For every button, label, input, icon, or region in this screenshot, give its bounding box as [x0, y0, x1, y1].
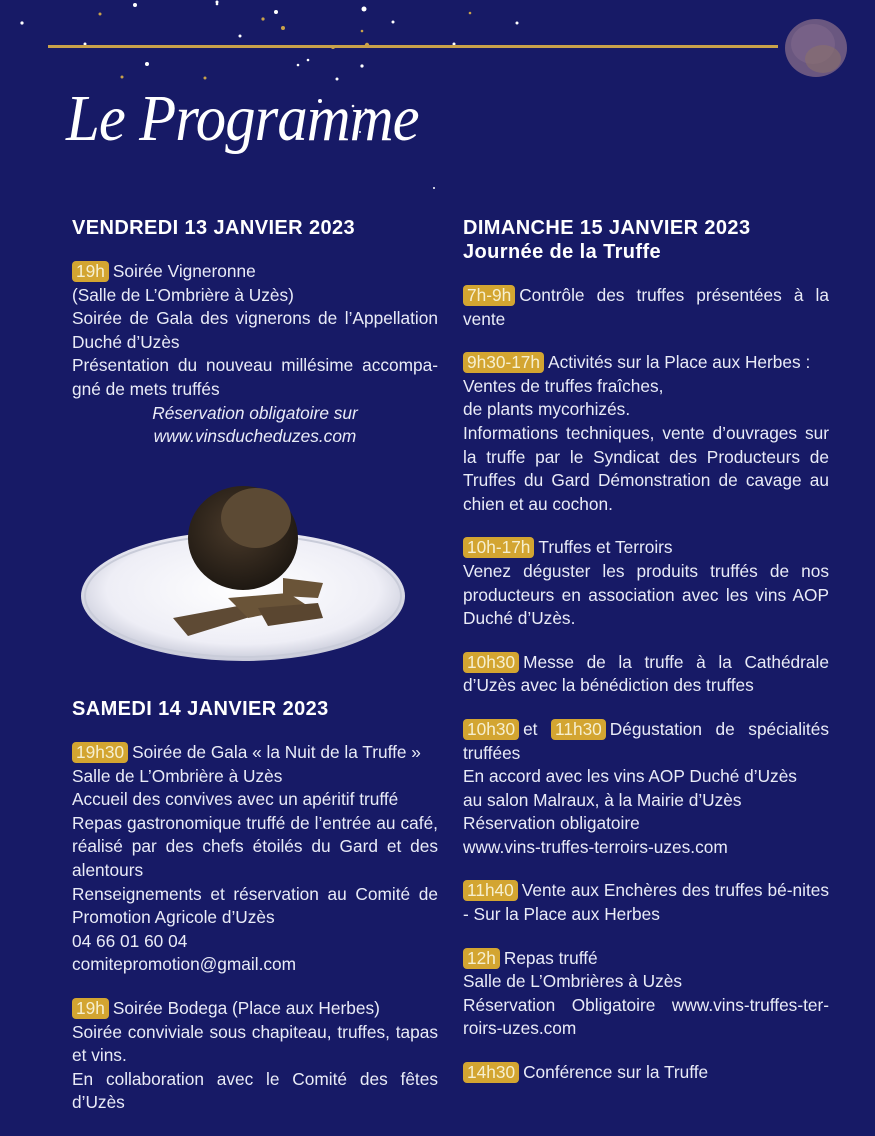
time-badge: 19h — [72, 998, 109, 1019]
event-line: Repas gastronomique truffé de l’entrée au café, réalisé par des chefs étoilés du Gard et des alentours — [72, 812, 438, 880]
event-line: Venez déguster les produits truffés de nos producteurs en association avec les vins AOP Duché d’Uzès. — [463, 560, 829, 629]
event-line: Réservation Obligatoire www.vins-truffes-ter-roirs-uzes.com — [463, 994, 829, 1039]
event-line: Soirée de Gala des vignerons de l’Appellation Duché d’Uzès — [72, 308, 438, 352]
event-line: (Salle de L’Ombrière à Uzès) — [72, 284, 294, 305]
event-line: Renseignements et réservation au Comité de Promotion Agricole d’Uzès — [72, 883, 438, 928]
time-badge: 10h-17h — [463, 537, 534, 558]
event-line: au salon Malraux, à la Mairie d’Uzès — [463, 789, 742, 810]
left-column — [72, 216, 438, 449]
reservation-link[interactable]: www.vinsducheduzes.com — [153, 426, 357, 447]
event-headline: Conférence sur la Truffe — [523, 1062, 709, 1083]
event-line: En collaboration avec le Comité des fêtes d’Uzès — [72, 1068, 438, 1113]
time-badge: 11h40 — [463, 880, 518, 901]
time-badge: 10h30 — [463, 719, 519, 740]
event-headline: Dégustation de spécialités truffées — [463, 718, 829, 763]
event-sunday-encheres — [463, 879, 829, 926]
event-line: Salle de L’Ombrières à Uzès — [463, 971, 682, 992]
event-headline: Repas truffé — [503, 947, 598, 968]
event-headline: Truffes et Terroirs — [538, 537, 673, 558]
event-sunday-terroirs — [463, 536, 829, 630]
website-link[interactable]: www.vins-truffes-terroirs-uzes.com — [463, 836, 728, 857]
event-headline: Soirée de Gala « la Nuit de la Truffe » — [132, 742, 421, 762]
event-headline: Soirée Vigneronne — [112, 261, 256, 281]
event-line: Présentation du nouveau millésime accompa-gné de mets truffés — [72, 355, 438, 399]
right-column — [463, 216, 829, 1085]
event-sunday-repas — [463, 947, 829, 1041]
time-badge: 19h30 — [72, 742, 128, 763]
event-sunday-degustation — [463, 718, 829, 860]
time-badge: 19h — [72, 261, 109, 282]
event-headline: Contrôle des truffes présentées à la vente — [463, 285, 829, 329]
time-connector: et — [523, 718, 538, 739]
event-sunday-controle — [463, 284, 829, 331]
reservation-note: Réservation obligatoire sur — [152, 402, 358, 423]
truffle-illustration — [783, 17, 849, 79]
event-line: Soirée conviviale sous chapiteau, truffes, tapas et vins. — [72, 1021, 438, 1066]
event-headline: Activités sur la Place aux Herbes : — [548, 352, 811, 373]
sunday-title: DIMANCHE 15 JANVIER 2023 — [463, 217, 751, 239]
time-badge: 9h30-17h — [463, 352, 544, 373]
event-line: Accueil des convives avec un apéritif truffé — [72, 789, 399, 810]
saturday-title: SAMEDI 14 JANVIER 2023 — [72, 698, 329, 720]
sunday-subtitle: Journée de la Truffe — [463, 241, 662, 263]
event-line: Réservation obligatoire — [463, 813, 640, 834]
time-badge: 10h30 — [463, 652, 519, 673]
time-badge: 12h — [463, 948, 500, 969]
event-line: En accord avec les vins AOP Duché d’Uzès — [463, 766, 797, 787]
event-line: Informations techniques, vente d’ouvrages sur la truffe par le Syndicat des Producteurs de Truffes du Gard Démonstration de cavage au chien et au cochon. — [463, 422, 829, 514]
email-link[interactable]: comitepromotion@gmail.com — [72, 954, 297, 975]
phone-number: 04 66 01 60 04 — [72, 930, 188, 951]
time-badge: 14h30 — [463, 1062, 519, 1083]
event-saturday-gala — [72, 741, 438, 977]
event-sunday-conference — [463, 1061, 829, 1085]
event-headline: Vente aux Enchères des truffes bé-nites - Sur la Place aux Herbes — [463, 880, 829, 925]
friday-title: VENDREDI 13 JANVIER 2023 — [72, 217, 356, 239]
event-sunday-messe — [463, 651, 829, 698]
event-friday-vigneronne — [72, 260, 438, 449]
event-line: Salle de L’Ombrière à Uzès — [72, 765, 283, 786]
event-headline: Soirée Bodega (Place aux Herbes) — [112, 997, 380, 1018]
event-saturday-bodega — [72, 997, 438, 1115]
event-headline: Messe de la truffe à la Cathédrale d’Uzès avec la bénédiction des truffes — [463, 651, 829, 696]
time-badge: 7h-9h — [463, 285, 515, 306]
page-title: Le Programme — [66, 82, 419, 155]
event-sunday-activites — [463, 351, 829, 516]
gold-divider-line — [48, 45, 778, 48]
event-line: Ventes de truffes fraîches, — [463, 375, 664, 396]
saturday-section — [72, 697, 438, 1115]
event-line: de plants mycorhizés. — [463, 399, 631, 420]
truffle-on-plate-photo — [78, 478, 408, 663]
time-badge-2: 11h30 — [551, 719, 606, 740]
